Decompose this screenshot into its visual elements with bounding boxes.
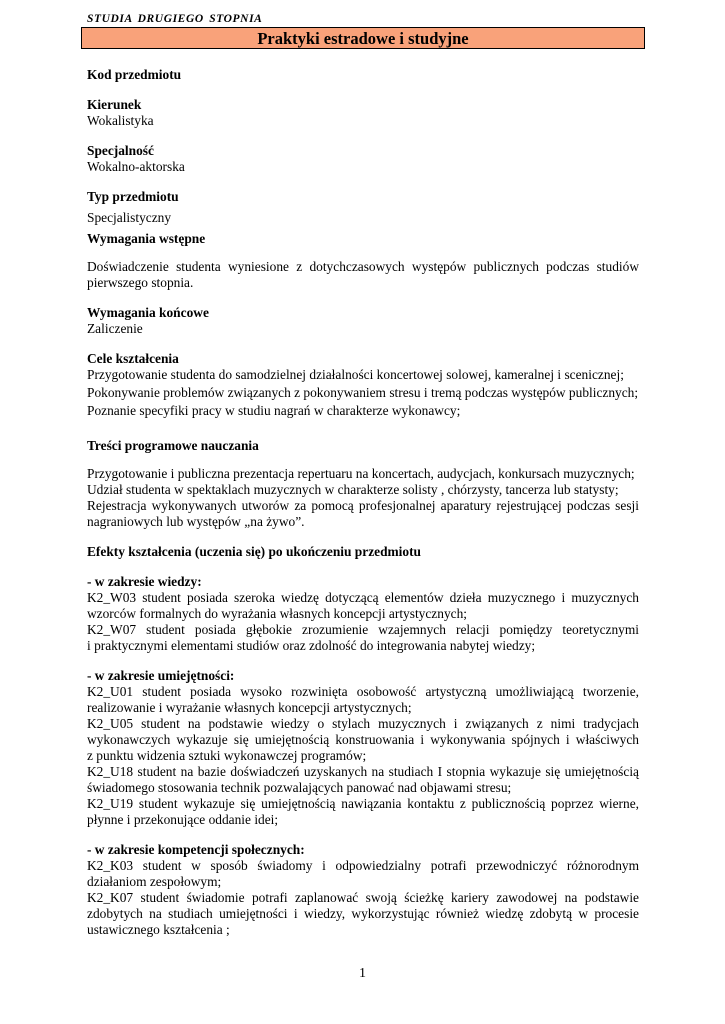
text-line: Przygotowanie i publiczna prezentacja repertuaru na koncertach, audycjach, konkursach muzycznych; <box>87 466 635 481</box>
text-line: wzorców formalnych do wyrażania własnych koncepcji artystycznych; <box>87 606 467 621</box>
wiedza-text <box>87 590 639 654</box>
text-line: K2_U01 student posiada wysoko rozwinięta osobowość artystyczną umożliwiającą tworzenie, <box>87 684 639 699</box>
text-line: świadomego stosowania technik pozwalających panować nad objawami stresu; <box>87 780 512 795</box>
text-line: K2_W07 student posiada głębokie zrozumienie wzajemnych relacji pomiędzy teoretycznymi <box>87 622 639 637</box>
kompetencje-text <box>87 858 639 938</box>
wymagania-wstepne-label: Wymagania wstępne <box>87 231 206 246</box>
specjalnosc-label: Specjalność <box>87 143 154 158</box>
text-line: Przygotowanie studenta do samodzielnej działalności koncertowej solowej, kameralnej i scenicznej; <box>87 367 624 382</box>
text-line: K2_K07 student świadomie potrafi zaplanować swoją ścieżkę kariery zawodowej na podstawie <box>87 890 639 905</box>
text-line: K2_U05 student na podstawie wiedzy o stylach muzycznych i związanych z nimi tradycjach <box>87 716 639 731</box>
cele-label: Cele kształcenia <box>87 351 179 366</box>
kod-label: Kod przedmiotu <box>87 67 182 82</box>
text-line: pierwszego stopnia. <box>87 275 194 290</box>
document-body <box>87 67 639 938</box>
text-line: realizowanie i wyrażanie własnych koncepcji artystycznych; <box>87 700 412 715</box>
text-line: Doświadczenie studenta wyniesione z dotychczasowych występów publicznych podczas studiów <box>87 259 639 274</box>
text-line: płynne i przekonujące oddanie idei; <box>87 812 279 827</box>
text-line: K2_U19 student wykazuje się umiejętnością nawiązania kontaktu z publicznością poprzez wierne, <box>87 796 639 811</box>
typ-label: Typ przedmiotu <box>87 189 179 204</box>
kierunek-value: Wokalistyka <box>87 113 154 128</box>
text-line: ustawicznego kształcenia ; <box>87 922 230 937</box>
text-line: zdobytych na studiach umiejętności i wiedzy, wykorzystując również wiedzę zdobytą w procesie <box>87 906 639 921</box>
text-line: K2_U18 student na bazie doświadczeń uzyskanych na studiach I stopnia wykazuje się umiejętnością <box>87 764 639 779</box>
text-line: Rejestracja wykonywanych utworów za pomocą profesjonalnej aparatury rejestrującej podczas sesji <box>87 498 639 513</box>
text-line: wykonawczych wykazuje się umiejętnością konstruowania i wykonywania spójnych i właściwych <box>87 732 639 747</box>
program-level: STUDIA DRUGIEGO STOPNIA <box>87 13 263 25</box>
wymagania-wstepne-text <box>87 259 639 291</box>
text-line: K2_K03 student w sposób świadomy i odpowiedzialny potrafi przewodniczyć różnorodnym <box>87 858 639 873</box>
wymagania-koncowe-value: Zaliczenie <box>87 321 143 336</box>
page-number: 1 <box>359 966 366 981</box>
umiejetnosci-label: - w zakresie umiejętności: <box>87 668 235 683</box>
wiedza-label: - w zakresie wiedzy: <box>87 574 202 589</box>
umiejetnosci-text <box>87 684 639 828</box>
text-line: K2_W03 student posiada szeroka wiedzę dotyczącą elementów dzieła muzycznego i muzycznych <box>87 590 639 605</box>
tresci-text <box>87 466 639 530</box>
cele-text <box>87 367 639 419</box>
text-line: Pokonywanie problemów związanych z pokonywaniem stresu i tremą podczas występów publicznych; <box>87 385 639 400</box>
text-line: działaniom zespołowym; <box>87 874 222 889</box>
text-line: z punktu widzenia sztuki wykonawczej programów; <box>87 748 367 763</box>
wymagania-koncowe-label: Wymagania końcowe <box>87 305 209 320</box>
text-line: Poznanie specyfiki pracy w studiu nagrań w charakterze wykonawcy; <box>87 403 461 418</box>
text-line: i praktycznymi elementami studiów oraz zdolność do integrowania nabytej wiedzy; <box>87 638 536 653</box>
text-line: nagraniowych lub występów „na żywo”. <box>87 514 305 529</box>
kierunek-label: Kierunek <box>87 97 142 112</box>
kompetencje-label: - w zakresie kompetencji społecznych: <box>87 842 305 857</box>
tresci-label: Treści programowe nauczania <box>87 438 259 453</box>
specjalnosc-value: Wokalno-aktorska <box>87 159 185 174</box>
page-title: Praktyki estradowe i studyjne <box>81 27 645 49</box>
text-line: Udział studenta w spektaklach muzycznych w charakterze solisty , chórzysty, tancerza lub statysty; <box>87 482 619 497</box>
efekty-label: Efekty kształcenia (uczenia się) po ukończeniu przedmiotu <box>87 544 422 559</box>
typ-value: Specjalistyczny <box>87 210 172 225</box>
